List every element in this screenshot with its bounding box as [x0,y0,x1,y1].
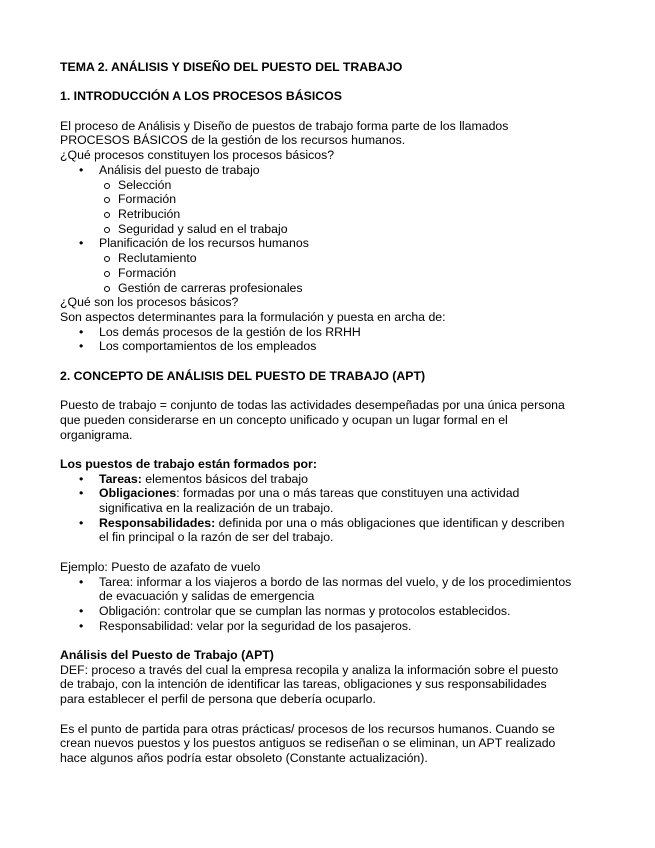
answer-list [60,325,605,354]
answer-line: Son aspectos determinantes para la formulación y puesta en archa de: [60,309,446,324]
document-page [60,60,605,766]
list-item [60,604,605,619]
apt-heading: Análisis del Puesto de Trabajo (APT) [60,648,274,663]
list-item [60,516,605,545]
term: Tareas: [99,471,142,486]
term-description: definida por una o más obligaciones que identifican y describen [215,515,565,530]
apt-definition-line: de trabajo, con la intención de identificar las tareas, obligaciones y sus responsabilidades [60,677,547,692]
item-text: Responsabilidad: velar por la seguridad de los pasajeros. [99,618,412,633]
apt-definition-line: DEF: proceso a través del cual la empresa recopila y analiza la información sobre el puesto [60,662,559,677]
term-description: : formadas por una o más tareas que constituyen una actividad [176,486,520,501]
sub-list-item: Formación [60,192,605,207]
components-heading: Los puestos de trabajo están formados por: [60,456,317,471]
definition-line: organigrama. [60,427,133,442]
item-text: de evacuación y salidas de emergencia [99,589,315,604]
term-description: significativa en la realización de un trabajo. [99,501,334,516]
intro-line: El proceso de Análisis y Diseño de puestos de trabajo forma parte de los llamados [60,118,509,133]
list-item: • Planificación de los recursos humanos [60,236,605,251]
list-item [60,619,605,634]
example-list [60,575,605,634]
question-line: ¿Qué procesos constituyen los procesos básicos? [60,148,335,163]
final-paragraph-line: Es el punto de partida para otras prácticas/ procesos de los recursos humanos. Cuando se [60,721,555,736]
term: Responsabilidades: [99,515,216,530]
apt-definition-line: para establecer el perfil de persona que debería ocuparlo. [60,692,376,707]
sub-list-item: Selección [60,178,605,193]
section2-heading: 2. CONCEPTO DE ANÁLISIS DEL PUESTO DE TRABAJO (APT) [60,368,426,383]
sub-list-item: Gestión de carreras profesionales [60,281,605,296]
final-paragraph-line: hace algunos años podría estar obsoleto (Constante actualización). [60,750,428,765]
sub-list-item: Reclutamiento [60,251,605,266]
intro-line: PROCESOS BÁSICOS de la gestión de los recursos humanos. [60,133,406,148]
sub-list-item: Formación [60,266,605,281]
processes-list [60,163,605,295]
final-paragraph-line: crean nuevos puestos y los puestos antiguos se rediseñan o se eliminan, un APT realizado [60,736,556,751]
term-description: elementos básicos del trabajo [141,471,308,486]
item-text: Obligación: controlar que se cumplan las normas y protocolos establecidos. [99,603,511,618]
term: Obligaciones [99,486,177,501]
list-item [60,575,605,604]
list-item: • Análisis del puesto de trabajo [60,163,605,178]
section1-heading: 1. INTRODUCCIÓN A LOS PROCESOS BÁSICOS [60,89,342,104]
question-line: ¿Qué son los procesos básicos? [60,295,239,310]
sub-list-item: Retribución [60,207,605,222]
list-item [60,472,605,487]
term-description: el fin principal o la razón de ser del trabajo. [99,530,334,545]
item-text: Tarea: informar a los viajeros a bordo de las normas del vuelo, y de los procedimientos [99,574,572,589]
sub-list-item: Seguridad y salud en el trabajo [60,222,605,237]
definition-line: que pueden considerarse en un concepto unificado y ocupan un lugar formal en el [60,412,508,427]
list-item: • Los comportamientos de los empleados [60,339,605,354]
list-item [60,486,605,515]
components-list [60,472,605,546]
list-item: • Los demás procesos de la gestión de los RRHH [60,325,605,340]
document-title: TEMA 2. ANÁLISIS Y DISEÑO DEL PUESTO DEL TRABAJO [60,60,403,74]
definition-line: Puesto de trabajo = conjunto de todas las actividades desempeñadas por una única persona [60,398,565,413]
example-heading: Ejemplo: Puesto de azafato de vuelo [60,559,261,574]
